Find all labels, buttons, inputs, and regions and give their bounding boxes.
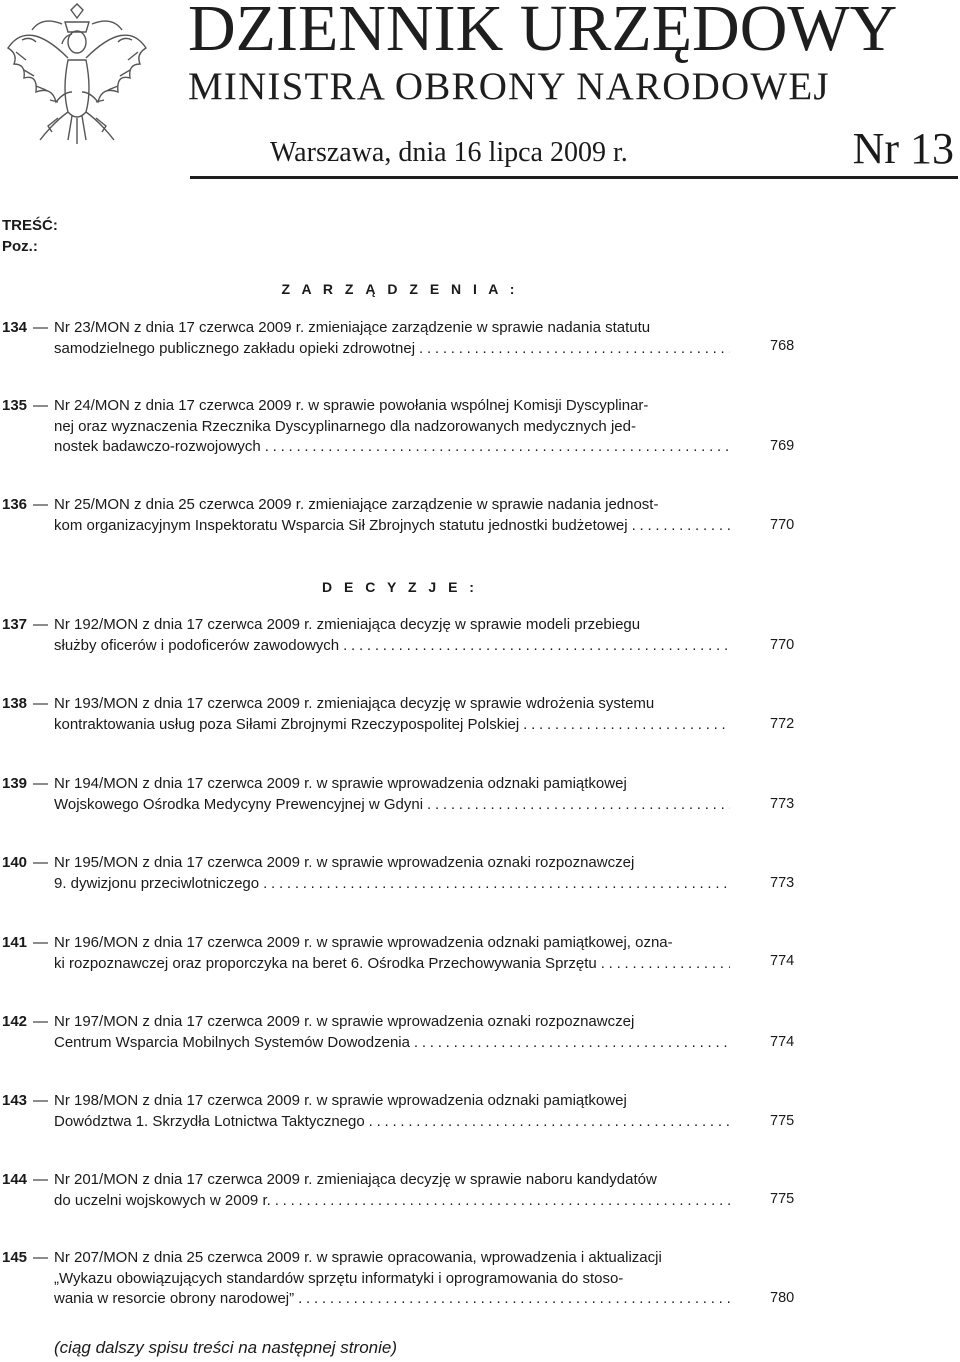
- entry-line: w sprawie wprowadzenia odznaki pamiątkowej: [316, 1092, 627, 1109]
- section-heading-decyzje: D E C Y Z J E :: [322, 579, 478, 595]
- entry-number: 141: [2, 934, 28, 951]
- entry-reference: Nr 193/MON z dnia 17 czerwca 2009 r.: [54, 695, 313, 712]
- entry-line: w sprawie wprowadzenia odznaki pamiątkowej, ozna-: [316, 934, 673, 951]
- entry-reference: Nr 194/MON z dnia 17 czerwca 2009 r.: [54, 775, 313, 792]
- polish-eagle-emblem-icon: [2, 0, 152, 150]
- entry-line: do uczelni wojskowych w 2009 r.: [54, 1191, 271, 1209]
- entry-line: kom organizacyjnym Inspektoratu Wsparcia Sił Zbrojnych statutu jednostki budżetowej: [54, 516, 628, 534]
- entry-reference: Nr 197/MON z dnia 17 czerwca 2009 r.: [54, 1013, 313, 1030]
- entry-line: zmieniające zarządzenie w sprawie nadania jednost-: [308, 496, 659, 513]
- publication-date: Warszawa, dnia 16 lipca 2009 r.: [270, 137, 628, 168]
- entry-line: 9. dywizjonu przeciwlotniczego: [54, 874, 260, 892]
- entry-line: w sprawie wprowadzenia oznaki rozpoznawczej: [316, 1013, 635, 1030]
- entry-number: 137: [2, 616, 28, 633]
- entry-line: samodzielnego publicznego zakładu opieki zdrowotnej: [54, 339, 416, 357]
- publication-subtitle: MINISTRA OBRONY NARODOWEJ: [188, 65, 830, 108]
- entry-reference: Nr 24/MON z dnia 17 czerwca 2009 r.: [54, 397, 305, 414]
- entry-line: ki rozpoznawczej oraz proporczyka na beret 6. Ośrodka Przechowywania Sprzętu: [54, 954, 597, 972]
- entry-line: w sprawie powołania wspólnej Komisji Dyscyplinar-: [308, 397, 649, 414]
- entry-line: zmieniająca decyzję w sprawie wdrożenia systemu: [316, 695, 655, 712]
- entry-line: nostek badawczo-rozwojowych: [54, 438, 261, 455]
- entry-reference: Nr 198/MON z dnia 17 czerwca 2009 r.: [54, 1092, 313, 1109]
- entry-page: 770: [770, 637, 795, 653]
- entry-number: 138: [2, 695, 28, 712]
- entry-page: 770: [770, 517, 795, 533]
- entry-number: 142: [2, 1013, 28, 1030]
- entry-line: Centrum Wsparcia Mobilnych Systemów Dowodzenia: [54, 1033, 410, 1051]
- entry-reference: Nr 192/MON z dnia 17 czerwca 2009 r.: [54, 616, 313, 633]
- toc-label: TREŚĆ:: [2, 217, 58, 234]
- entry-number: 139: [2, 775, 28, 792]
- entry-line: kontraktowania usług poza Siłami Zbrojnymi Rzeczypospolitej Polskiej: [54, 715, 520, 733]
- poz-label: Poz.:: [2, 238, 38, 255]
- entry-line: w sprawie wprowadzenia oznaki rozpoznawczej: [316, 854, 635, 871]
- entry-page: 774: [770, 1034, 795, 1050]
- entry-line: w sprawie opracowania, wprowadzenia i aktualizacji: [316, 1249, 662, 1266]
- issue-number: Nr 13: [852, 124, 954, 173]
- entry-reference: Nr 201/MON z dnia 17 czerwca 2009 r.: [54, 1171, 313, 1188]
- entry-line: nej oraz wyznaczenia Rzecznika Dyscyplinarnego dla nadzorowanych medycznych jed-: [54, 417, 636, 435]
- entry-reference: Nr 25/MON z dnia 25 czerwca 2009 r.: [54, 496, 305, 513]
- entry-page: 774: [770, 953, 795, 969]
- entry-number: 140: [2, 854, 28, 871]
- entry-line: zmieniające zarządzenie w sprawie nadania statutu: [308, 319, 651, 336]
- entry-number: 135: [2, 397, 28, 414]
- entry-page: 772: [770, 716, 795, 732]
- header-divider: [190, 176, 958, 179]
- publication-title: DZIENNIK URZĘDOWY: [188, 0, 898, 65]
- entry-line: w sprawie wprowadzenia odznaki pamiątkowej: [316, 775, 627, 792]
- entry-page: 773: [770, 796, 795, 812]
- entry-page: 769: [770, 438, 795, 454]
- entry-number: 136: [2, 496, 28, 513]
- entry-number: 144: [2, 1171, 28, 1188]
- entry-page: 773: [770, 875, 795, 891]
- entry-line: Wojskowego Ośrodka Medycyny Prewencyjnej w Gdyni: [54, 795, 424, 813]
- entry-reference: Nr 196/MON z dnia 17 czerwca 2009 r.: [54, 934, 313, 951]
- entry-page: 775: [770, 1113, 795, 1129]
- entry-number: 145: [2, 1249, 28, 1266]
- entry-line: służby oficerów i podoficerów zawodowych: [54, 636, 340, 654]
- entry-line: zmieniająca decyzję w sprawie naboru kandydatów: [316, 1171, 657, 1188]
- continuation-note: (ciąg dalszy spisu treści na następnej stronie): [54, 1338, 397, 1357]
- entry-reference: Nr 23/MON z dnia 17 czerwca 2009 r.: [54, 319, 305, 336]
- section-heading-zarzadzenia: Z A R Z Ą D Z E N I A :: [281, 281, 519, 297]
- entry-number: 134: [2, 319, 28, 336]
- entry-page: 780: [770, 1290, 795, 1306]
- entry-page: 775: [770, 1191, 795, 1207]
- entry-number: 143: [2, 1092, 28, 1109]
- entry-reference: Nr 195/MON z dnia 17 czerwca 2009 r.: [54, 854, 313, 871]
- entry-line: wania w resorcie obrony narodowej”: [54, 1290, 295, 1307]
- entry-page: 768: [770, 338, 795, 354]
- entry-line: zmieniająca decyzję w sprawie modeli przebiegu: [316, 616, 641, 633]
- entry-line: „Wykazu obowiązujących standardów sprzętu informatyki i oprogramowania do stoso-: [54, 1269, 624, 1287]
- entry-line: Dowództwa 1. Skrzydła Lotnictwa Taktycznego: [54, 1112, 365, 1130]
- entry-reference: Nr 207/MON z dnia 25 czerwca 2009 r.: [54, 1249, 313, 1266]
